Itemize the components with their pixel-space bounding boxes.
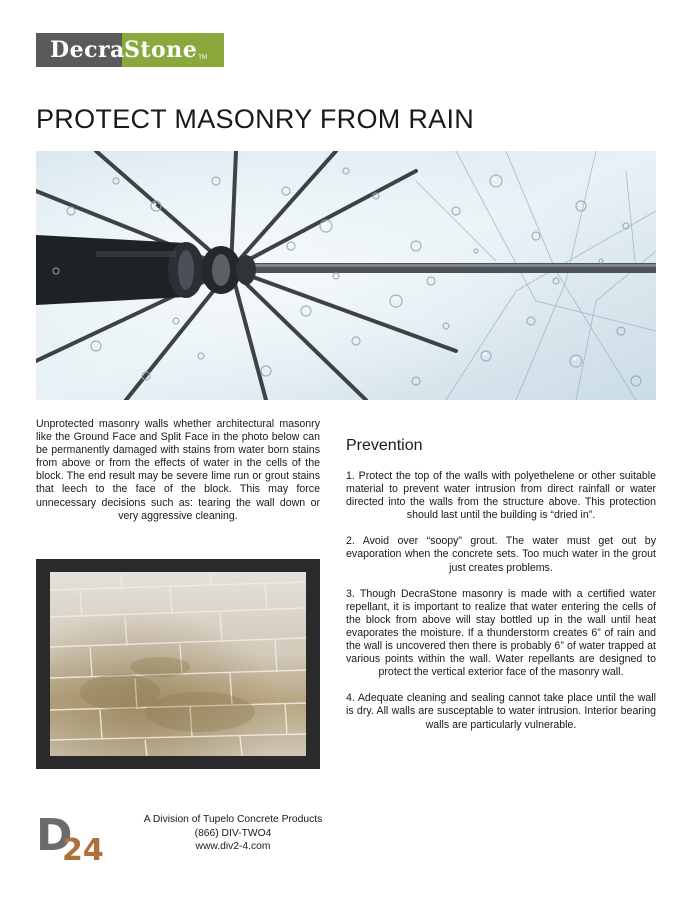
logo-stone-text: Stone [124, 37, 198, 63]
d24-digits: 24 [62, 833, 104, 862]
prevention-item-4: 4. Adequate cleaning and sealing cannot take place until the wall is dry. All walls are susceptable to water intrusion. Interior bearing walls are particularly vulnerable. [346, 692, 656, 731]
logo-decra-text: Decra [36, 33, 122, 67]
intro-paragraph: Unprotected masonry walls whether architectural masonry like the Ground Face and Split Face in the photo below can be permanently damaged with stains from water born stains from above or from the effects of water in the cells of the block. The end result may be severe lime run or grout stains that leech to the face of the block. This may force unnecessary decisions such as: tearing the wall down or very aggressive cleaning. [36, 418, 320, 522]
logo-trademark: TM [198, 54, 208, 61]
footer-phone: (866) DIV-TWO4 [194, 827, 272, 839]
prevention-list [346, 470, 656, 745]
stained-masonry-photo [36, 559, 320, 769]
prevention-item-3: 3. Though DecraStone masonry is made with a certified water repellant, it is important to realize that water entering the cells of the block from above will stay bottled up in the wall until heat evaporates the moisture. If a thunderstorm creates 6” of rain and the wall is uncovered then there is probably 6” of water trapped at various points within the wall. Water repellants are designed to protect the vertical exterior face of the masonry wall. [346, 587, 656, 679]
footer-website-link[interactable]: www.div2-4.com [195, 841, 271, 852]
d24-logo [36, 812, 114, 862]
prevention-item-1: 1. Protect the top of the walls with polyethelene or other suitable material to prevent water intrusion from direct rainfall or water directed into the walls from the structure above. This protection should last until the building is “dried in”. [346, 470, 656, 522]
decrastone-logo [36, 33, 224, 67]
footer-division: A Division of Tupelo Concrete Products [143, 814, 323, 825]
prevention-item-2: 2. Avoid over “soopy” grout. The water must get out by evaporation when the concrete sets. Too much water in the grout just creates problems. [346, 535, 656, 574]
hero-umbrella-rain-image [36, 151, 656, 400]
footer-contact [118, 813, 348, 854]
prevention-heading: Prevention [346, 437, 423, 454]
page-title: PROTECT MASONRY FROM RAIN [36, 104, 475, 134]
d24-letter: D [36, 812, 73, 861]
